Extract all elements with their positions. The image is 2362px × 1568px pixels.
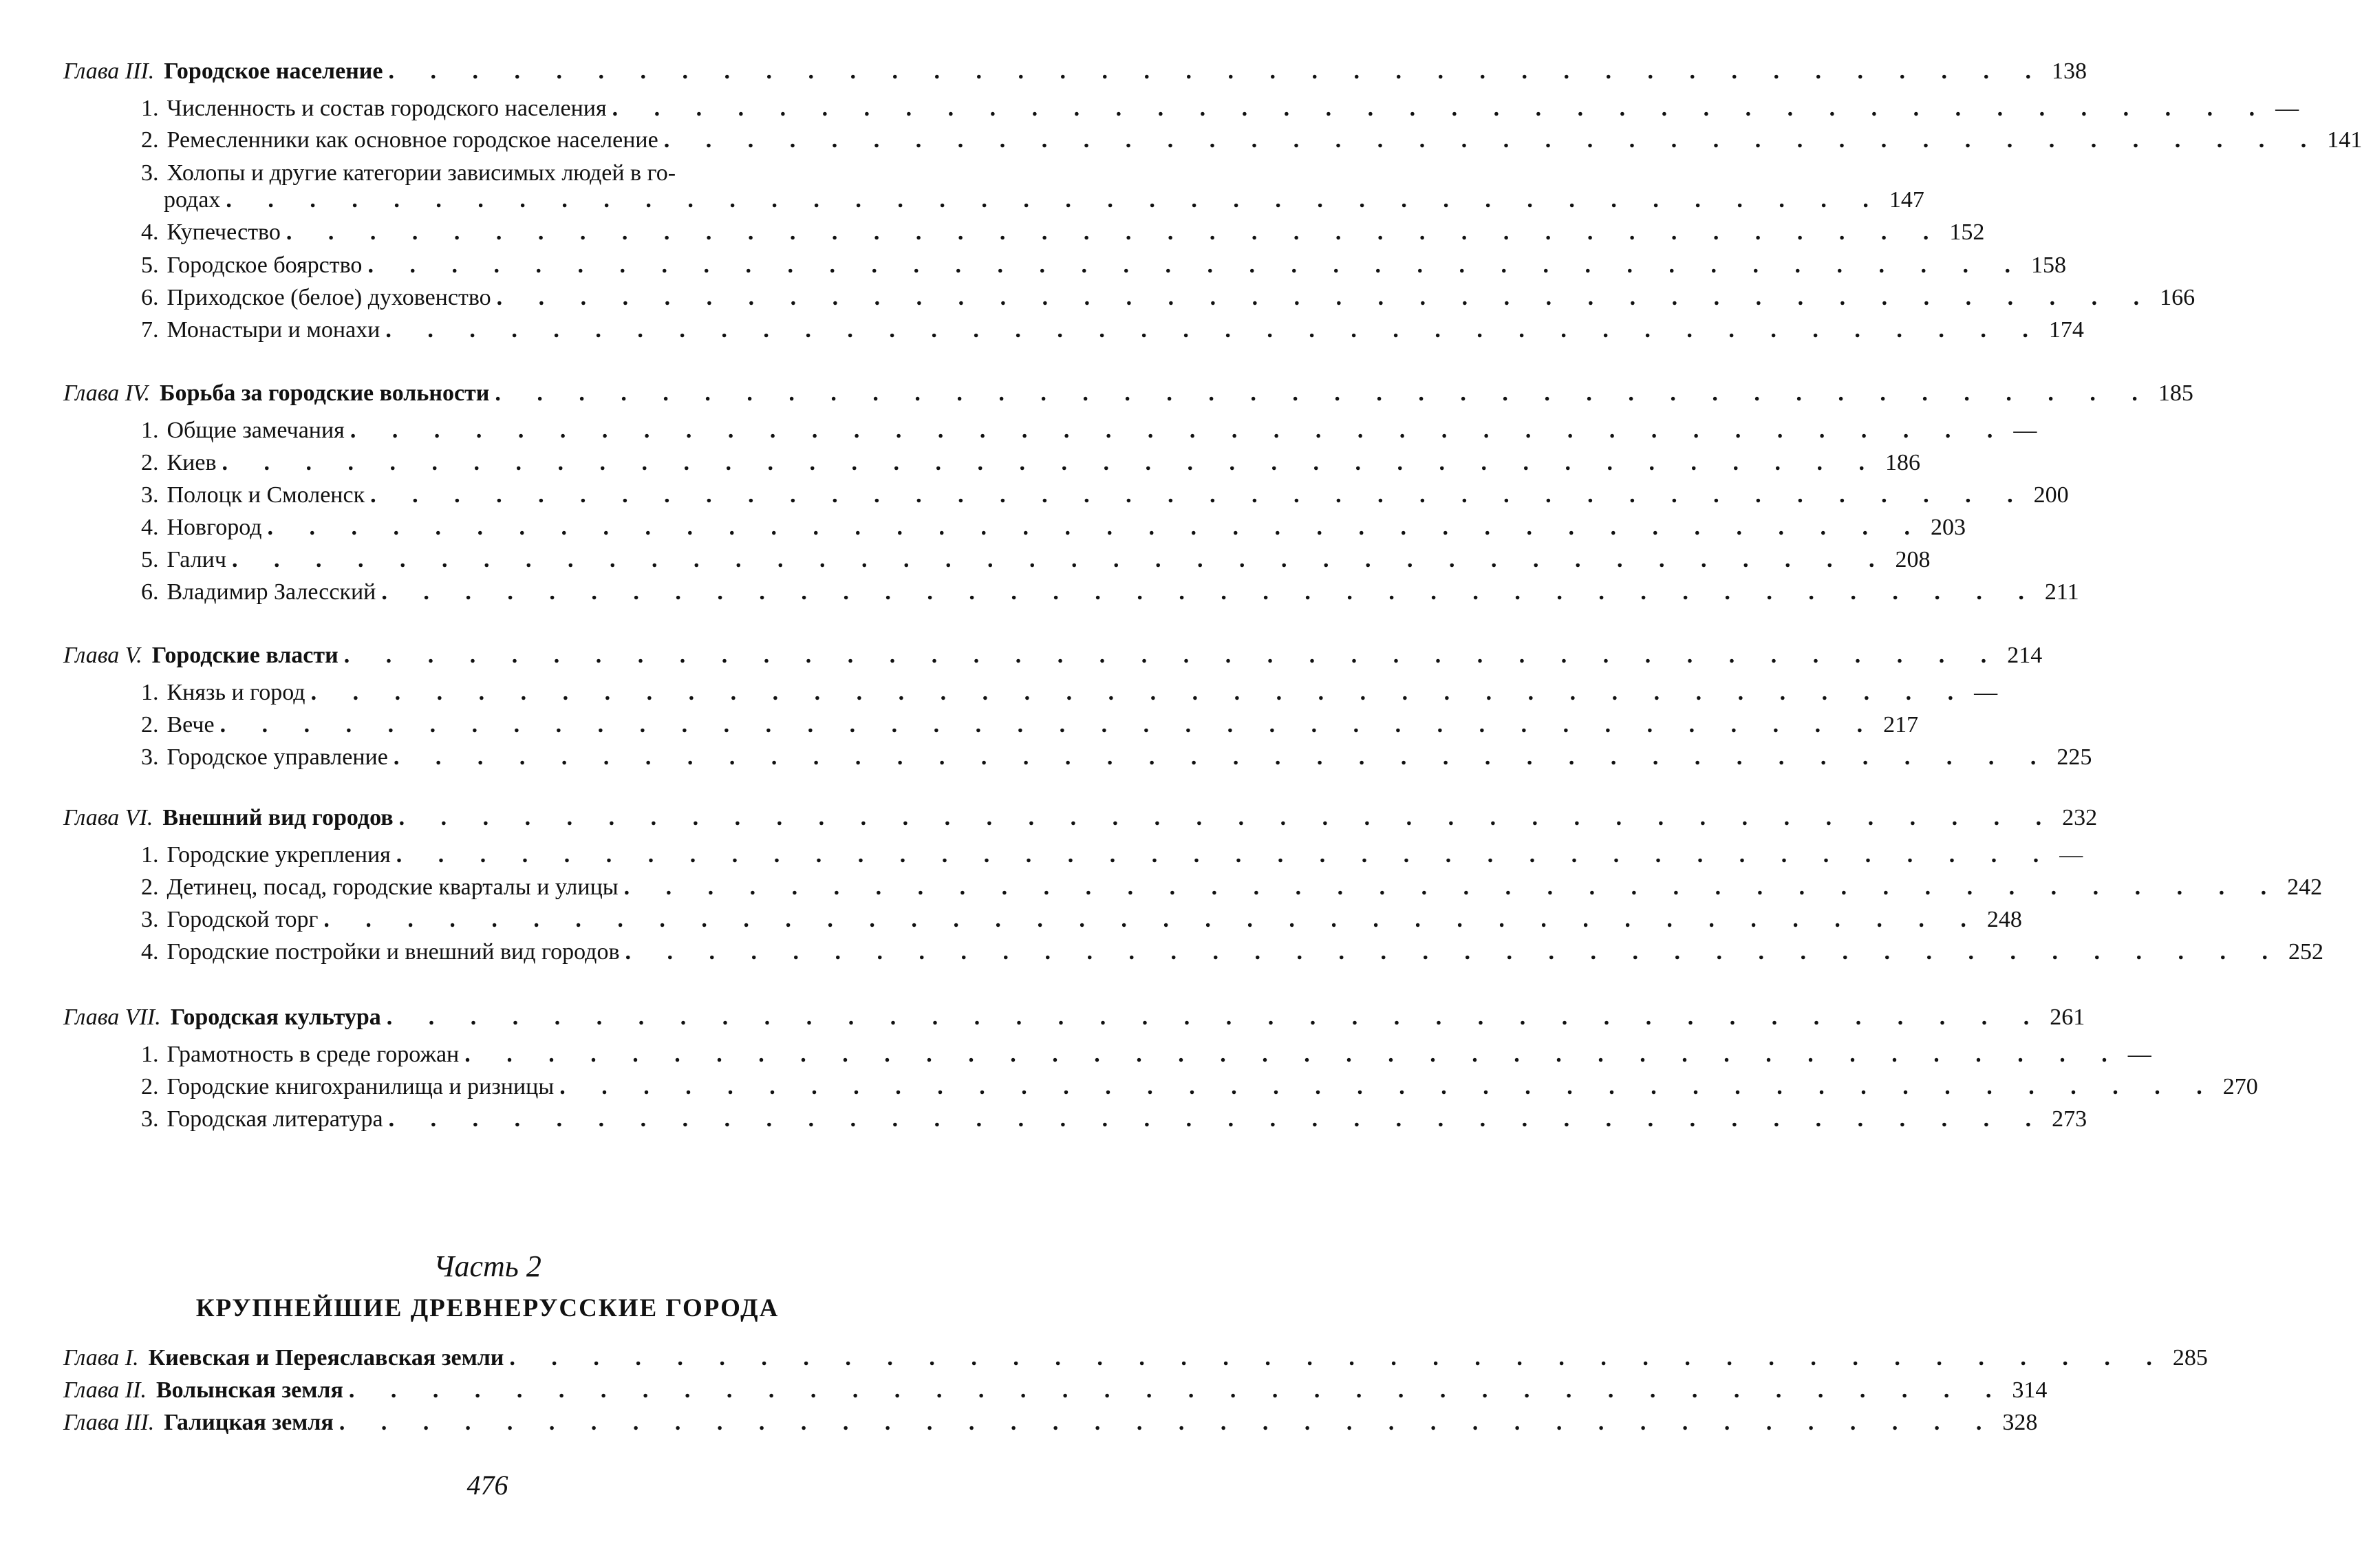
- page-ref: 185: [2158, 380, 2193, 406]
- section-number: 2.: [141, 874, 159, 900]
- section-number: 2.: [141, 450, 159, 475]
- leader-dots: . . . . . . . . . . . . . . . . . . . . . . . . . . . . . . . . . . . . . . . .: [231, 547, 1890, 572]
- section-row: [141, 122, 2362, 154]
- chapter-title: Городская культура: [170, 1005, 381, 1030]
- section-number: 1.: [141, 680, 159, 705]
- page-ref: 214: [2007, 643, 2043, 668]
- leader-dots: . . . . . . . . . . . . . . . . . . . . . . . . . . . . . . . . . . . . . . . .: [339, 1410, 1997, 1435]
- page-ref: 285: [2172, 1345, 2208, 1371]
- page-ref: 186: [1885, 450, 1921, 475]
- leader-dots: . . . . . . . . . . . . . . . . . . . . . . . . . . . . . . . . . . . . . . . .: [625, 939, 2284, 965]
- leader-dots: . . . . . . . . . . . . . . . . . . . . . . . . . . . . . . . . . . . . . . . .: [222, 450, 1880, 475]
- section-number: 2.: [141, 127, 159, 153]
- chapter-label: Глава III.: [63, 58, 155, 84]
- section-title: Холопы и другие категории зависимых людей в го-: [167, 160, 676, 186]
- page-ref: 200: [2033, 482, 2069, 508]
- chapter-label: Глава IV.: [63, 380, 151, 406]
- leader-dots: . . . . . . . . . . . . . . . . . . . . . . . . . . . . . . . . . . . . . . . .: [464, 1042, 2123, 1067]
- leader-dots: . . . . . . . . . . . . . . . . . . . . . . . . . . . . . . . . . . . . . . . .: [323, 907, 1982, 932]
- page-ref: 141: [2327, 127, 2362, 153]
- section-number: 5.: [141, 253, 159, 278]
- chapter-title: Киевская и Переяславская земли: [148, 1345, 504, 1371]
- page-ref: 232: [2062, 805, 2098, 830]
- section-number: 1.: [141, 1042, 159, 1067]
- section-number: 4.: [141, 515, 159, 540]
- leader-dots: . . . . . . . . . . . . . . . . . . . . . . . . . . . . . . . . . . . . . . . .: [310, 680, 1969, 705]
- section-title: Купечество: [167, 219, 281, 245]
- section-title: Приходское (белое) духовенство: [167, 285, 491, 310]
- section-title: Городские постройки и внешний вид городов: [167, 939, 620, 965]
- section-number: 1.: [141, 418, 159, 443]
- chapter-title: Внешний вид городов: [162, 805, 394, 830]
- leader-dots: . . . . . . . . . . . . . . . . . . . . . . . . . . . . . . . . . . . . . . . .: [623, 874, 2282, 900]
- leader-dots: . . . . . . . . . . . . . . . . . . . . . . . . . . . . . . . . . . . . . . . .: [386, 1005, 2045, 1030]
- section-number: 6.: [141, 579, 159, 605]
- page-number: 476: [466, 1470, 508, 1501]
- section-row: [141, 1069, 2258, 1101]
- chapter-row: [63, 1340, 2208, 1372]
- chapter-title: Городские власти: [151, 643, 339, 668]
- leader-dots: . . . . . . . . . . . . . . . . . . . . . . . . . . . . . . . . . . . . . . . .: [495, 380, 2153, 406]
- leader-dots: . . . . . . . . . . . . . . . . . . . . . . . . . . . . . . . . . . . . . . . .: [219, 712, 1878, 738]
- chapter-title: Городское население: [164, 58, 383, 84]
- section-number: 3.: [141, 907, 159, 932]
- section-title: Детинец, посад, городские кварталы и улицы: [167, 874, 619, 900]
- leader-dots: . . . . . . . . . . . . . . . . . . . . . . . . . . . . . . . . . . . . . . . .: [348, 1377, 2007, 1403]
- page-ref: 270: [2222, 1074, 2258, 1099]
- section-number: 3.: [141, 160, 159, 186]
- leader-dots: . . . . . . . . . . . . . . . . . . . . . . . . . . . . . . . . . . . . . . . .: [612, 96, 2270, 121]
- section-row: [141, 707, 1919, 739]
- page-ref: 158: [2030, 253, 2066, 278]
- section-number: 3.: [141, 482, 159, 508]
- section-title: Грамотность в среде горожан: [167, 1042, 460, 1067]
- page-ref: 273: [2052, 1106, 2087, 1132]
- chapter-row: [63, 1405, 2038, 1437]
- section-number: 2.: [141, 1074, 159, 1099]
- page-ref: 314: [2012, 1377, 2048, 1403]
- leader-dots: . . . . . . . . . . . . . . . . . . . . . . . . . . . . . . . . . . . . . . . .: [559, 1074, 2218, 1099]
- section-number: 4.: [141, 219, 159, 245]
- section-number: 7.: [141, 317, 159, 343]
- leader-dots: . . . . . . . . . . . . . . . . . . . . . . . . . . . . . . . . . . . . . . . .: [663, 127, 2322, 153]
- section-row: [141, 902, 2022, 934]
- section-title: Городская литература: [167, 1106, 383, 1132]
- chapter-label: Глава V.: [63, 643, 142, 668]
- section-row: [141, 1037, 2151, 1068]
- leader-dots: . . . . . . . . . . . . . . . . . . . . . . . . . . . . . . . . . . . . . . . .: [393, 744, 2052, 770]
- section-title: Вече: [167, 712, 215, 738]
- section-number: 3.: [141, 1106, 159, 1132]
- chapter-row: [63, 376, 2193, 407]
- page-ref: 261: [2050, 1005, 2085, 1030]
- section-row: [141, 91, 2299, 122]
- leader-dots: . . . . . . . . . . . . . . . . . . . . . . . . . . . . . . . . . . . . . . . .: [286, 219, 1944, 245]
- section-title: Полоцк и Смоленск: [167, 482, 365, 508]
- leader-dots: . . . . . . . . . . . . . . . . . . . . . . . . . . . . . . . . . . . . . . . .: [385, 317, 2043, 343]
- leader-dots: . . . . . . . . . . . . . . . . . . . . . . . . . . . . . . . . . . . . . . . .: [388, 58, 2046, 84]
- section-title: Городские укрепления: [167, 842, 391, 868]
- page-ref: 252: [2288, 939, 2324, 965]
- leader-dots: . . . . . . . . . . . . . . . . . . . . . . . . . . . . . . . . . . . . . . . .: [388, 1106, 2047, 1132]
- leader-dots: . . . . . . . . . . . . . . . . . . . . . . . . . . . . . . . . . . . . . . . .: [370, 482, 2028, 508]
- chapter-row: [63, 1373, 2048, 1404]
- section-row: [141, 215, 1985, 246]
- part-title: КРУПНЕЙШИЕ ДРЕВНЕРУССКИЕ ГОРОДА: [195, 1294, 780, 1322]
- section-row: [141, 477, 2069, 509]
- section-title: Владимир Залесский: [167, 579, 376, 605]
- page-ref: 166: [2160, 285, 2195, 310]
- part-label: Часть 2: [433, 1249, 541, 1283]
- section-number: 1.: [141, 842, 159, 868]
- page-ref: 248: [1986, 907, 2022, 932]
- section-continuation-row: [164, 182, 1924, 214]
- chapter-row: [63, 800, 2098, 832]
- page-ref: 211: [2044, 579, 2079, 605]
- leader-dots: . . . . . . . . . . . . . . . . . . . . . . . . . . . . . . . . . . . . . . . .: [398, 805, 2057, 830]
- leader-dots: . . . . . . . . . . . . . . . . . . . . . . . . . . . . . . . . . . . . . . . .: [496, 285, 2155, 310]
- section-row: [141, 934, 2324, 966]
- section-number: 6.: [141, 285, 159, 310]
- section-title: Новгород: [167, 515, 262, 540]
- section-row: [141, 510, 1966, 541]
- chapter-row: [63, 54, 2087, 85]
- page-ref: 217: [1883, 712, 1919, 738]
- section-number: 3.: [141, 744, 159, 770]
- section-title: Галич: [167, 547, 226, 572]
- page-ref: 174: [2048, 317, 2084, 343]
- section-row: [141, 675, 1998, 707]
- section-title: Численность и состав городского населения: [167, 96, 607, 121]
- leader-dots: . . . . . . . . . . . . . . . . . . . . . . . . . . . . . . . . . . . . . . . .: [226, 187, 1884, 213]
- leader-dots: . . . . . . . . . . . . . . . . . . . . . . . . . . . . . . . . . . . . . . . .: [509, 1345, 2167, 1371]
- chapter-row: [63, 1000, 2085, 1031]
- leader-dots: . . . . . . . . . . . . . . . . . . . . . . . . . . . . . . . . . . . . . . . .: [350, 418, 2008, 443]
- page-ref: 208: [1895, 547, 1931, 572]
- leader-dots: . . . . . . . . . . . . . . . . . . . . . . . . . . . . . . . . . . . . . . . .: [267, 515, 1926, 540]
- section-row: [141, 312, 2084, 344]
- leader-dots: . . . . . . . . . . . . . . . . . . . . . . . . . . . . . . . . . . . . . . . .: [381, 579, 2039, 605]
- section-number: 1.: [141, 96, 159, 121]
- page-ref: —: [2275, 96, 2299, 121]
- section-number: 4.: [141, 939, 159, 965]
- leader-dots: . . . . . . . . . . . . . . . . . . . . . . . . . . . . . . . . . . . . . . . .: [343, 643, 2002, 668]
- page-ref: 138: [2051, 58, 2087, 84]
- leader-dots: . . . . . . . . . . . . . . . . . . . . . . . . . . . . . . . . . . . . . . . .: [367, 253, 2026, 278]
- section-title: Князь и город: [167, 680, 305, 705]
- section-row: [141, 740, 2092, 771]
- section-title: Городское управление: [167, 744, 388, 770]
- section-row: [141, 1102, 2087, 1133]
- chapter-label: Глава VII.: [63, 1005, 161, 1030]
- page-ref: 152: [1949, 219, 1985, 245]
- page-ref: —: [2013, 418, 2037, 443]
- chapter-title: Борьба за городские вольности: [160, 380, 490, 406]
- section-row: [141, 870, 2323, 901]
- page-ref: 225: [2057, 744, 2092, 770]
- page-ref: 328: [2002, 1410, 2038, 1435]
- section-row: [141, 280, 2195, 312]
- leader-dots: . . . . . . . . . . . . . . . . . . . . . . . . . . . . . . . . . . . . . . . .: [396, 842, 2054, 868]
- page-ref: 147: [1889, 187, 1924, 213]
- section-row: [141, 248, 2066, 279]
- section-title: Монастыри и монахи: [167, 317, 380, 343]
- section-title: Общие замечания: [167, 418, 345, 443]
- section-row: [141, 445, 1921, 477]
- section-row: [141, 413, 2037, 444]
- section-title: Ремесленники как основное городское население: [167, 127, 658, 153]
- section-title: Киев: [167, 450, 217, 475]
- section-number: 2.: [141, 712, 159, 738]
- page-ref: 203: [1931, 515, 1966, 540]
- page-ref: —: [1974, 680, 1998, 705]
- chapter-label: Глава II.: [63, 1377, 147, 1403]
- chapter-row: [63, 638, 2043, 669]
- section-title: Городской торг: [167, 907, 319, 932]
- section-row: [141, 574, 2079, 606]
- chapter-label: Глава III.: [63, 1410, 155, 1435]
- page-ref: —: [2059, 842, 2083, 868]
- section-number: 5.: [141, 547, 159, 572]
- chapter-title: Галицкая земля: [164, 1410, 334, 1435]
- page-ref: —: [2127, 1042, 2151, 1067]
- chapter-label: Глава I.: [63, 1345, 139, 1371]
- section-title: Городские книгохранилища и ризницы: [167, 1074, 555, 1099]
- section-title: Городское боярство: [167, 253, 363, 278]
- chapter-label: Глава VI.: [63, 805, 153, 830]
- page-ref: 242: [2287, 874, 2323, 900]
- chapter-title: Волынская земля: [155, 1377, 343, 1403]
- section-title-continuation: родах: [164, 187, 221, 213]
- section-row: [141, 837, 2083, 869]
- section-row: [141, 542, 1931, 574]
